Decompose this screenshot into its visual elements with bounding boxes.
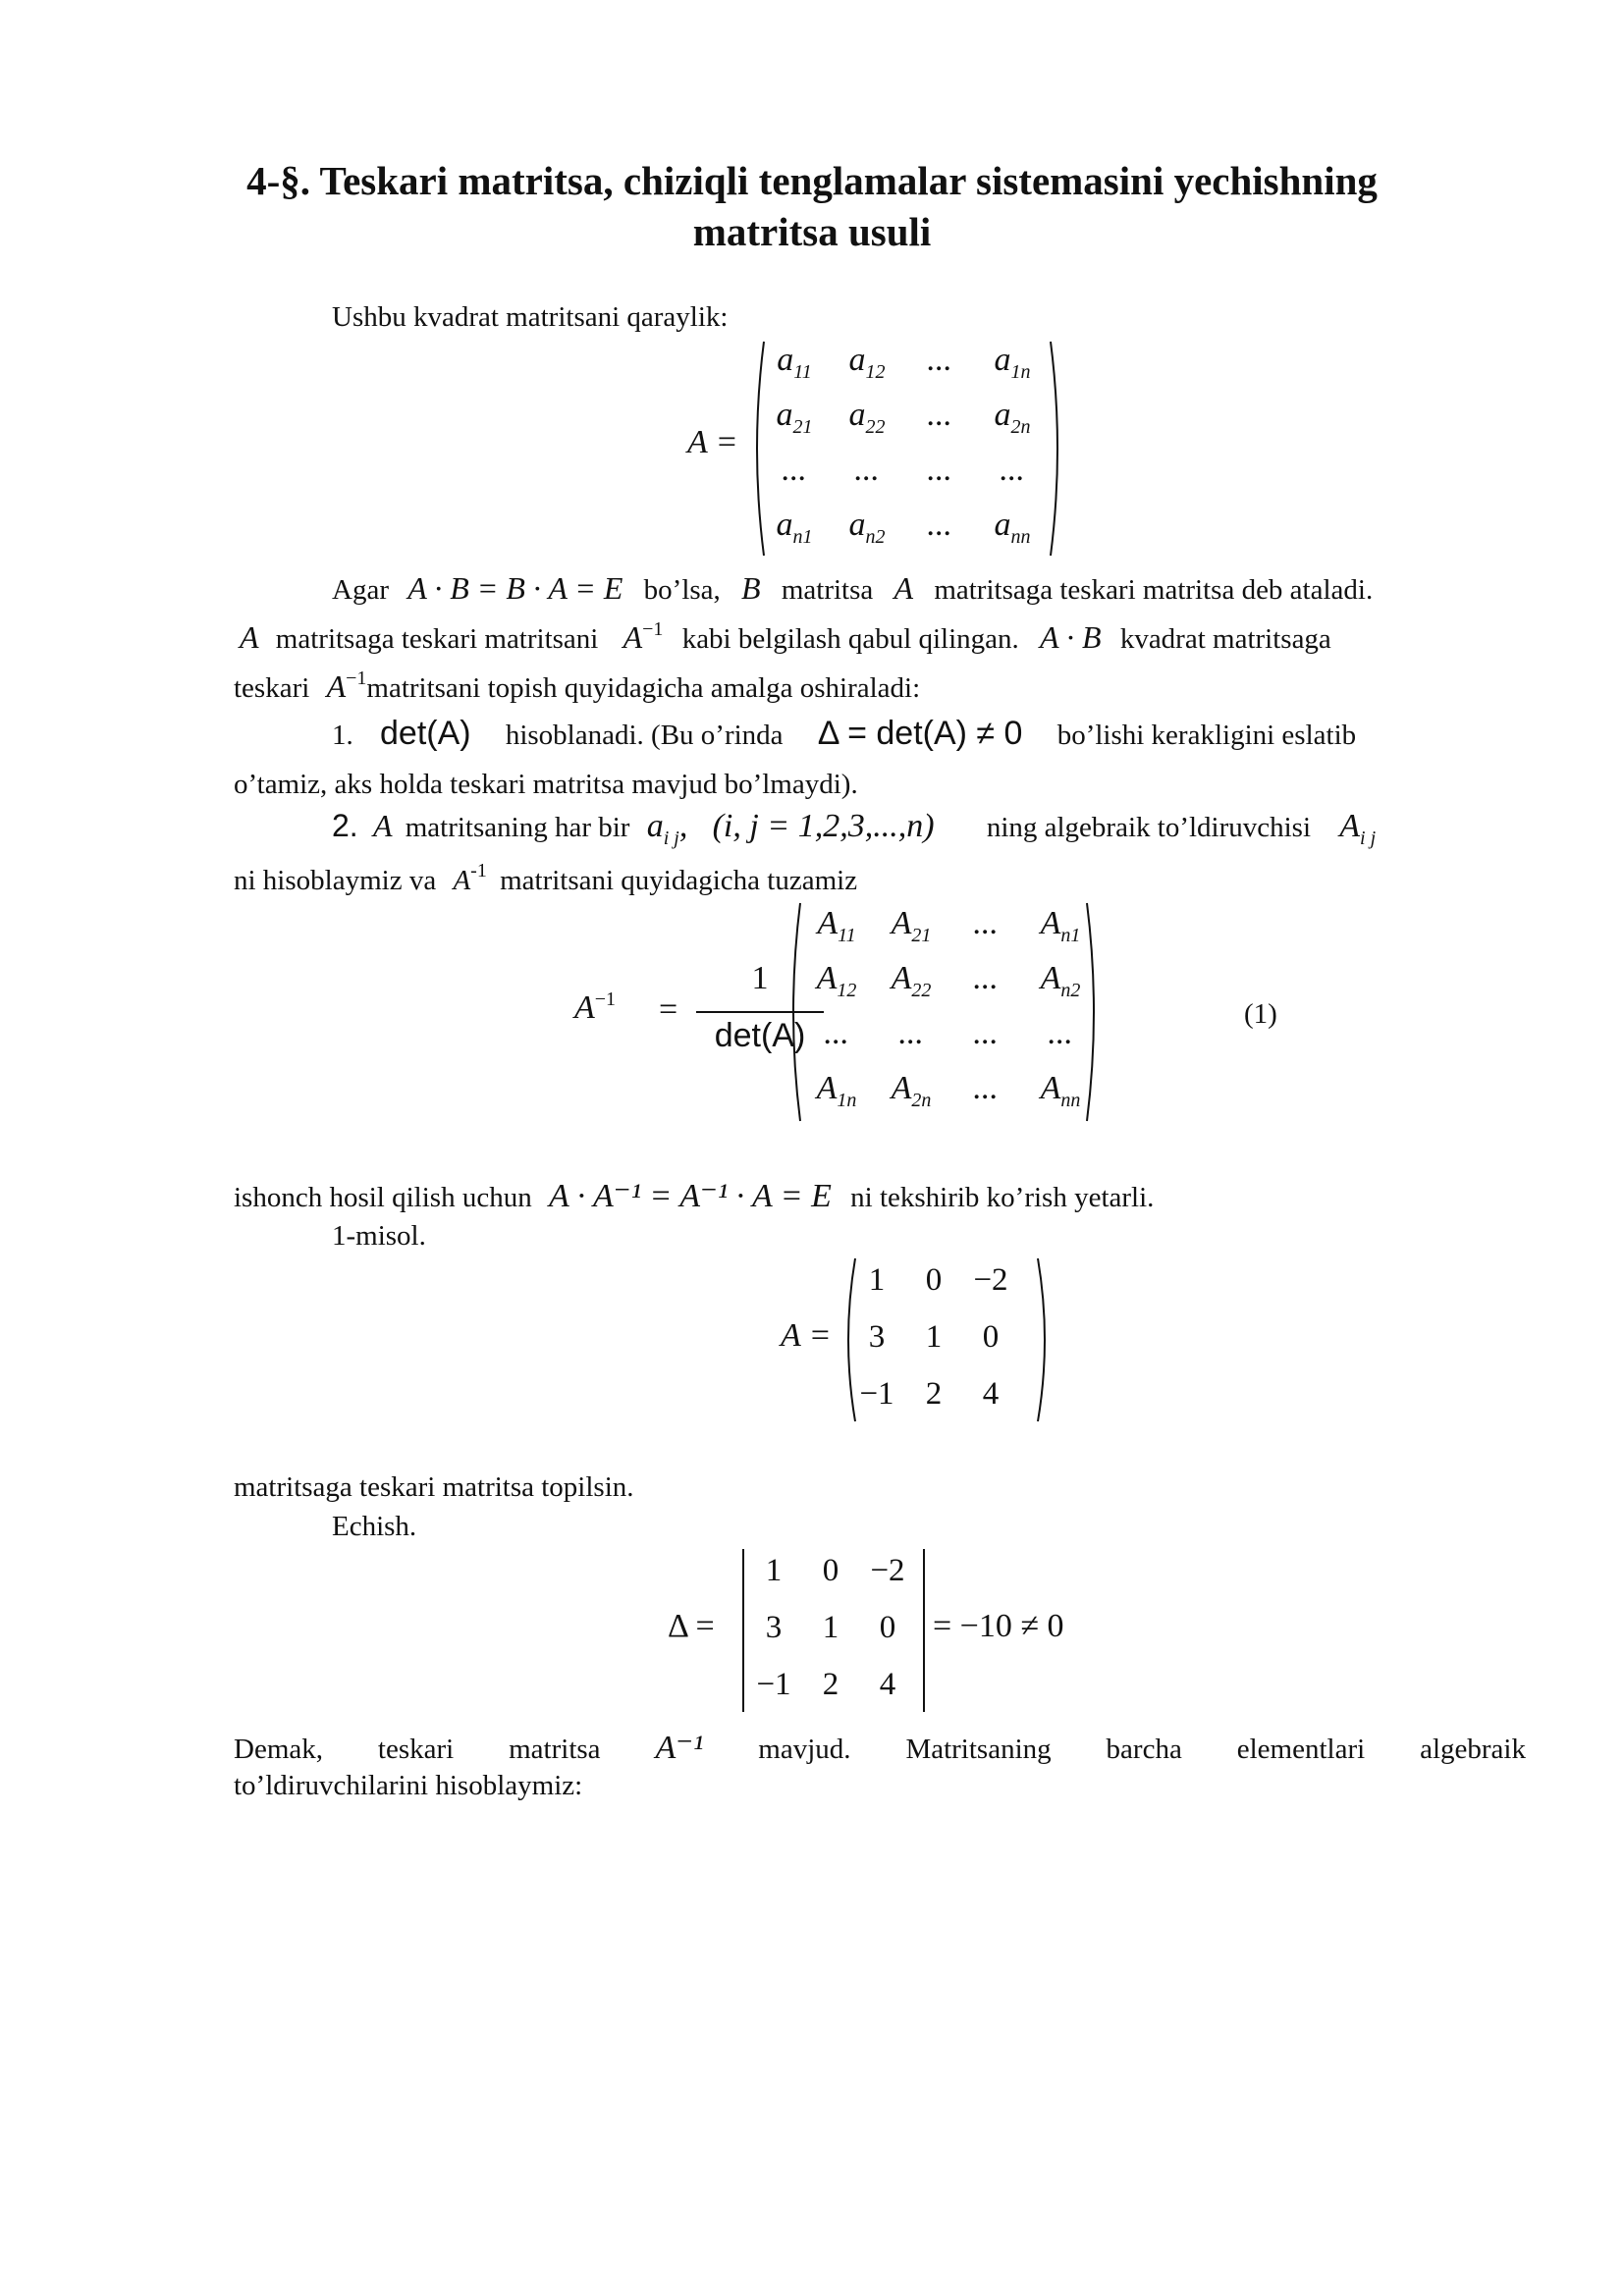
- formula1-cell: [877, 1015, 946, 1052]
- matrix-a-cell: [905, 397, 974, 434]
- matrix-a-general: [687, 340, 1080, 558]
- formula1-cell-base: A: [817, 905, 839, 941]
- matrix-a-cell: [833, 397, 901, 438]
- example-right-paren: [1036, 1256, 1054, 1423]
- example-matrix-cell: 1: [925, 1319, 943, 1355]
- formula1-cell-base: ...: [973, 1070, 999, 1106]
- symbol-a-inv-3: [453, 860, 487, 896]
- formula1-cell: [802, 960, 871, 1001]
- text-teskari: teskari: [234, 672, 310, 704]
- step1-line1: [332, 715, 1526, 754]
- formula1-cell-subscript: n1: [1060, 925, 1081, 946]
- word-a-inverse: A⁻¹: [655, 1730, 704, 1766]
- matrix-a-cell-subscript: n2: [865, 526, 886, 548]
- matrix-a-cell-base: a: [994, 342, 1011, 378]
- formula1-equals: =: [659, 991, 678, 1028]
- formula1-cell-subscript: 2n: [911, 1090, 932, 1111]
- solution-label: Echish.: [332, 1511, 417, 1542]
- formula1-cell: [802, 1015, 871, 1052]
- matrix-a-cell-base: ...: [854, 452, 880, 488]
- matrix-a-cell: [760, 452, 829, 489]
- det-cell: 0: [822, 1553, 839, 1588]
- matrix-a-cell-subscript: n1: [792, 526, 813, 548]
- Aij-sub: i j: [1360, 828, 1377, 849]
- matrix-a-cell: [760, 397, 829, 438]
- formula1-lhs: [574, 989, 616, 1027]
- formula1-cell-base: ...: [973, 960, 999, 996]
- formula1-cell-base: ...: [898, 1015, 924, 1051]
- conclusion-line2: to’ldiruvchilarini hisoblaymiz:: [234, 1770, 583, 1801]
- det-cell: −2: [870, 1553, 905, 1588]
- example-matrix-cell: 2: [925, 1376, 943, 1412]
- word-barcha: barcha: [1106, 1734, 1182, 1765]
- example-matrix-lhs: A =: [781, 1317, 832, 1354]
- index-range: (i, j = 1,2,3,...,n): [712, 808, 935, 844]
- matrix-a-cell-subscript: 11: [793, 361, 812, 383]
- text-kvadrat-matritsaga: kvadrat matritsaga: [1119, 623, 1331, 655]
- symbol-a-2: A: [240, 619, 259, 655]
- fraction-numerator: 1: [751, 960, 769, 996]
- determinant: [668, 1547, 1080, 1714]
- formula1-cell: [951, 905, 1020, 942]
- matrix-a-cell: [905, 507, 974, 544]
- check-line: [234, 1178, 1154, 1216]
- example-matrix-cell: 3: [868, 1319, 886, 1355]
- formula1-cell: [1026, 1070, 1095, 1111]
- symbol-b: B: [741, 570, 761, 606]
- step2-line2-text2: matritsani quyidagicha tuzamiz: [500, 865, 858, 896]
- formula1-cell-subscript: 1n: [837, 1090, 857, 1111]
- matrix-a-cell: [978, 507, 1047, 548]
- matrix-a-cell: [978, 452, 1047, 489]
- example-task: matritsaga teskari matritsa topilsin.: [234, 1471, 634, 1503]
- formula1-cell-base: A: [816, 960, 838, 996]
- conclusion-line1: [234, 1730, 1526, 1768]
- matrix-a-cell-subscript: 1n: [1010, 361, 1031, 383]
- formula1-left-paren: [785, 901, 802, 1123]
- para1-line3: [234, 667, 920, 710]
- formula1-cell-base: A: [1040, 960, 1061, 996]
- matrix-a-cell-base: ...: [927, 342, 952, 378]
- word-algebraik: algebraik: [1420, 1734, 1526, 1765]
- check-text1: ishonch hosil qilish uchun: [234, 1182, 532, 1213]
- text-topish: matritsani topish quyidagicha amalga oshiraladi:: [366, 672, 921, 704]
- formula1-cell-base: ...: [973, 905, 999, 941]
- formula1-cell-subscript: 12: [837, 980, 857, 1001]
- matrix-a-cell-base: a: [777, 342, 794, 378]
- matrix-a-cell-subscript: 21: [792, 416, 813, 438]
- symbol-a-inverse-2: [327, 668, 367, 704]
- det-cell: 1: [822, 1610, 839, 1645]
- det-cell: 2: [822, 1667, 839, 1702]
- formula1-cell-subscript: 11: [838, 925, 856, 946]
- fraction-denominator: det(A): [714, 1017, 806, 1054]
- formula1-cell-base: A: [1040, 1070, 1061, 1106]
- text-matritsa: matritsa: [781, 574, 874, 606]
- matrix-a-cell-subscript: 2n: [1010, 416, 1031, 438]
- a-inverse-sup-2: −1: [346, 667, 367, 689]
- a-inverse-sup: −1: [642, 618, 664, 640]
- example-matrix-cell: 1: [868, 1262, 886, 1298]
- formula1-cell: [1026, 1015, 1095, 1052]
- formula1-lhs-base: A: [574, 989, 595, 1026]
- word-matritsa: matritsa: [509, 1734, 601, 1765]
- formula-1: [574, 901, 1124, 1123]
- check-text2: ni tekshirib ko’rish yetarli.: [850, 1182, 1155, 1213]
- title-line-1: 4-§. Teskari matritsa, chiziqli tenglamalar sistemasini yechishning: [246, 158, 1378, 203]
- formula1-cell-base: A: [891, 1070, 912, 1106]
- det-left-bar: [742, 1549, 744, 1712]
- example-matrix-cell: −2: [973, 1262, 1008, 1298]
- step1-text1: hisoblanadi. (Bu o’rinda: [505, 720, 784, 751]
- formula1-cell-base: A: [1040, 905, 1061, 941]
- example-label: 1-misol.: [332, 1220, 426, 1252]
- right-paren: [1049, 340, 1066, 558]
- fraction-bar: [696, 1011, 824, 1013]
- text-agar: Agar: [332, 574, 389, 606]
- eq-ab-ba-e: A · B = B · A = E: [407, 570, 623, 606]
- check-equation: A · A⁻¹ = A⁻¹ · A = E: [548, 1178, 832, 1214]
- text-bolsa: bo’lsa,: [643, 574, 721, 606]
- example-matrix: [781, 1256, 1075, 1423]
- det-condition: Δ = det(A) ≠ 0: [817, 715, 1023, 752]
- Aij-base: A: [1339, 808, 1361, 844]
- det-cell: 3: [765, 1610, 783, 1645]
- matrix-a-cell-base: ...: [782, 452, 807, 488]
- formula1-cell-subscript: 21: [911, 925, 932, 946]
- step2-line2-text1: ni hisoblaymiz va: [234, 865, 437, 896]
- step2-number: 2.: [332, 808, 358, 843]
- formula1-cell: [802, 905, 871, 946]
- step1-number: 1.: [332, 720, 353, 751]
- step2-symbol-a: A: [372, 808, 393, 843]
- matrix-a-cell: [905, 452, 974, 489]
- det-cell: 4: [879, 1667, 896, 1702]
- example-matrix-cell: 4: [982, 1376, 1000, 1412]
- text-teskari-matritsani: matritsaga teskari matritsani: [275, 623, 599, 655]
- equation-number: (1): [1244, 998, 1277, 1030]
- formula1-cell: [1026, 960, 1095, 1001]
- formula1-cell: [951, 1070, 1020, 1107]
- det-rhs: = −10 ≠ 0: [933, 1608, 1064, 1644]
- step2-text2: ning algebraik to’ldiruvchisi: [986, 812, 1312, 843]
- det-right-bar: [923, 1549, 925, 1712]
- matrix-a-cell-base: a: [848, 507, 866, 543]
- matrix-a-cell: [760, 342, 829, 383]
- formula1-cell-subscript: nn: [1060, 1090, 1081, 1111]
- matrix-a-cell: [833, 452, 901, 489]
- formula1-cell-base: A: [891, 905, 912, 941]
- det-cell: 1: [765, 1553, 783, 1588]
- matrix-a-cell: [978, 397, 1047, 438]
- a-inv-3-base: A: [453, 865, 471, 896]
- matrix-a-cell-base: a: [994, 507, 1011, 543]
- matrix-a-lhs: A =: [687, 424, 738, 460]
- aij-base: a: [646, 808, 664, 844]
- aij-sub: i j: [663, 828, 679, 849]
- text-kabi-belgilash: kabi belgilash qabul qilingan.: [681, 623, 1019, 655]
- matrix-a-cell-base: ...: [927, 452, 952, 488]
- word-demak: Demak,: [234, 1734, 323, 1765]
- formula1-cell-subscript: 22: [911, 980, 932, 1001]
- formula1-cell-base: ...: [973, 1015, 999, 1051]
- symbol-a: A: [893, 570, 914, 606]
- formula1-cell-subscript: n2: [1060, 980, 1081, 1001]
- formula1-lhs-sup: −1: [594, 988, 617, 1010]
- para1-line2: [240, 618, 1331, 661]
- formula1-cell-base: ...: [824, 1015, 849, 1051]
- matrix-a-cell: [978, 342, 1047, 383]
- a-inverse-base: A: [623, 619, 643, 655]
- matrix-a-cell-base: a: [994, 397, 1011, 433]
- formula1-cell: [877, 960, 946, 1001]
- matrix-a-cell-base: ...: [1000, 452, 1025, 488]
- symbol-ab: A · B: [1040, 619, 1102, 655]
- matrix-a-cell: [905, 342, 974, 379]
- matrix-a-cell-base: ...: [927, 397, 952, 433]
- det-lhs: Δ =: [668, 1608, 715, 1644]
- title-line-2: matritsa usuli: [692, 209, 932, 254]
- text-teskari-deb: matritsaga teskari matritsa deb ataladi.: [934, 574, 1374, 606]
- a-inv-3-sup: -1: [470, 860, 487, 881]
- word-matritsaning: Matritsaning: [905, 1734, 1052, 1765]
- matrix-a-cell-subscript: 12: [865, 361, 886, 383]
- formula1-cell: [951, 1015, 1020, 1052]
- det-cell: −1: [756, 1667, 791, 1702]
- matrix-a-cell-base: a: [776, 507, 793, 543]
- a-inverse-base-2: A: [326, 668, 347, 704]
- det-cell: 0: [879, 1610, 896, 1645]
- matrix-a-cell-subscript: nn: [1010, 526, 1031, 548]
- intro-text: Ushbu kvadrat matritsani qaraylik:: [332, 301, 729, 333]
- matrix-a-cell: [760, 507, 829, 548]
- symbol-a-inverse: [623, 619, 664, 655]
- formula1-cell: [802, 1070, 871, 1111]
- matrix-a-cell-subscript: 22: [865, 416, 886, 438]
- step2-line2: [234, 862, 857, 902]
- det-a: det(A): [380, 715, 471, 752]
- formula1-cell-base: A: [891, 960, 912, 996]
- example-matrix-cell: 0: [925, 1262, 943, 1298]
- page-title: [0, 155, 1624, 257]
- para1-line1: [332, 569, 1526, 609]
- matrix-a-cell: [833, 507, 901, 548]
- step2-line1: [332, 807, 1376, 849]
- word-elementlari: elementlari: [1236, 1734, 1366, 1765]
- step2-text1: matritsaning har bir: [405, 812, 630, 843]
- formula1-cell-base: A: [816, 1070, 838, 1106]
- formula1-cell: [951, 960, 1020, 997]
- matrix-a-cell: [833, 342, 901, 383]
- word-teskari: teskari: [377, 1734, 455, 1765]
- word-mavjud: mavjud.: [758, 1734, 851, 1765]
- formula1-cell: [877, 905, 946, 946]
- matrix-a-cell-base: a: [848, 342, 866, 378]
- matrix-a-cell-base: ...: [927, 507, 952, 543]
- formula1-cell: [877, 1070, 946, 1111]
- formula1-cell-base: ...: [1048, 1015, 1073, 1051]
- matrix-a-cell-base: a: [848, 397, 866, 433]
- symbol-aij: $a_{i j}$,: [646, 808, 688, 849]
- step1-text2: bo’lishi kerakligini eslatib: [1056, 720, 1357, 751]
- step1-line2: o’tamiz, aks holda teskari matritsa mavjud bo’lmaydi).: [234, 769, 858, 800]
- matrix-a-cell-base: a: [776, 397, 793, 433]
- example-matrix-cell: 0: [982, 1319, 1000, 1355]
- formula1-cell: [1026, 905, 1095, 946]
- symbol-Aij: [1339, 808, 1377, 849]
- example-matrix-cell: −1: [859, 1376, 894, 1412]
